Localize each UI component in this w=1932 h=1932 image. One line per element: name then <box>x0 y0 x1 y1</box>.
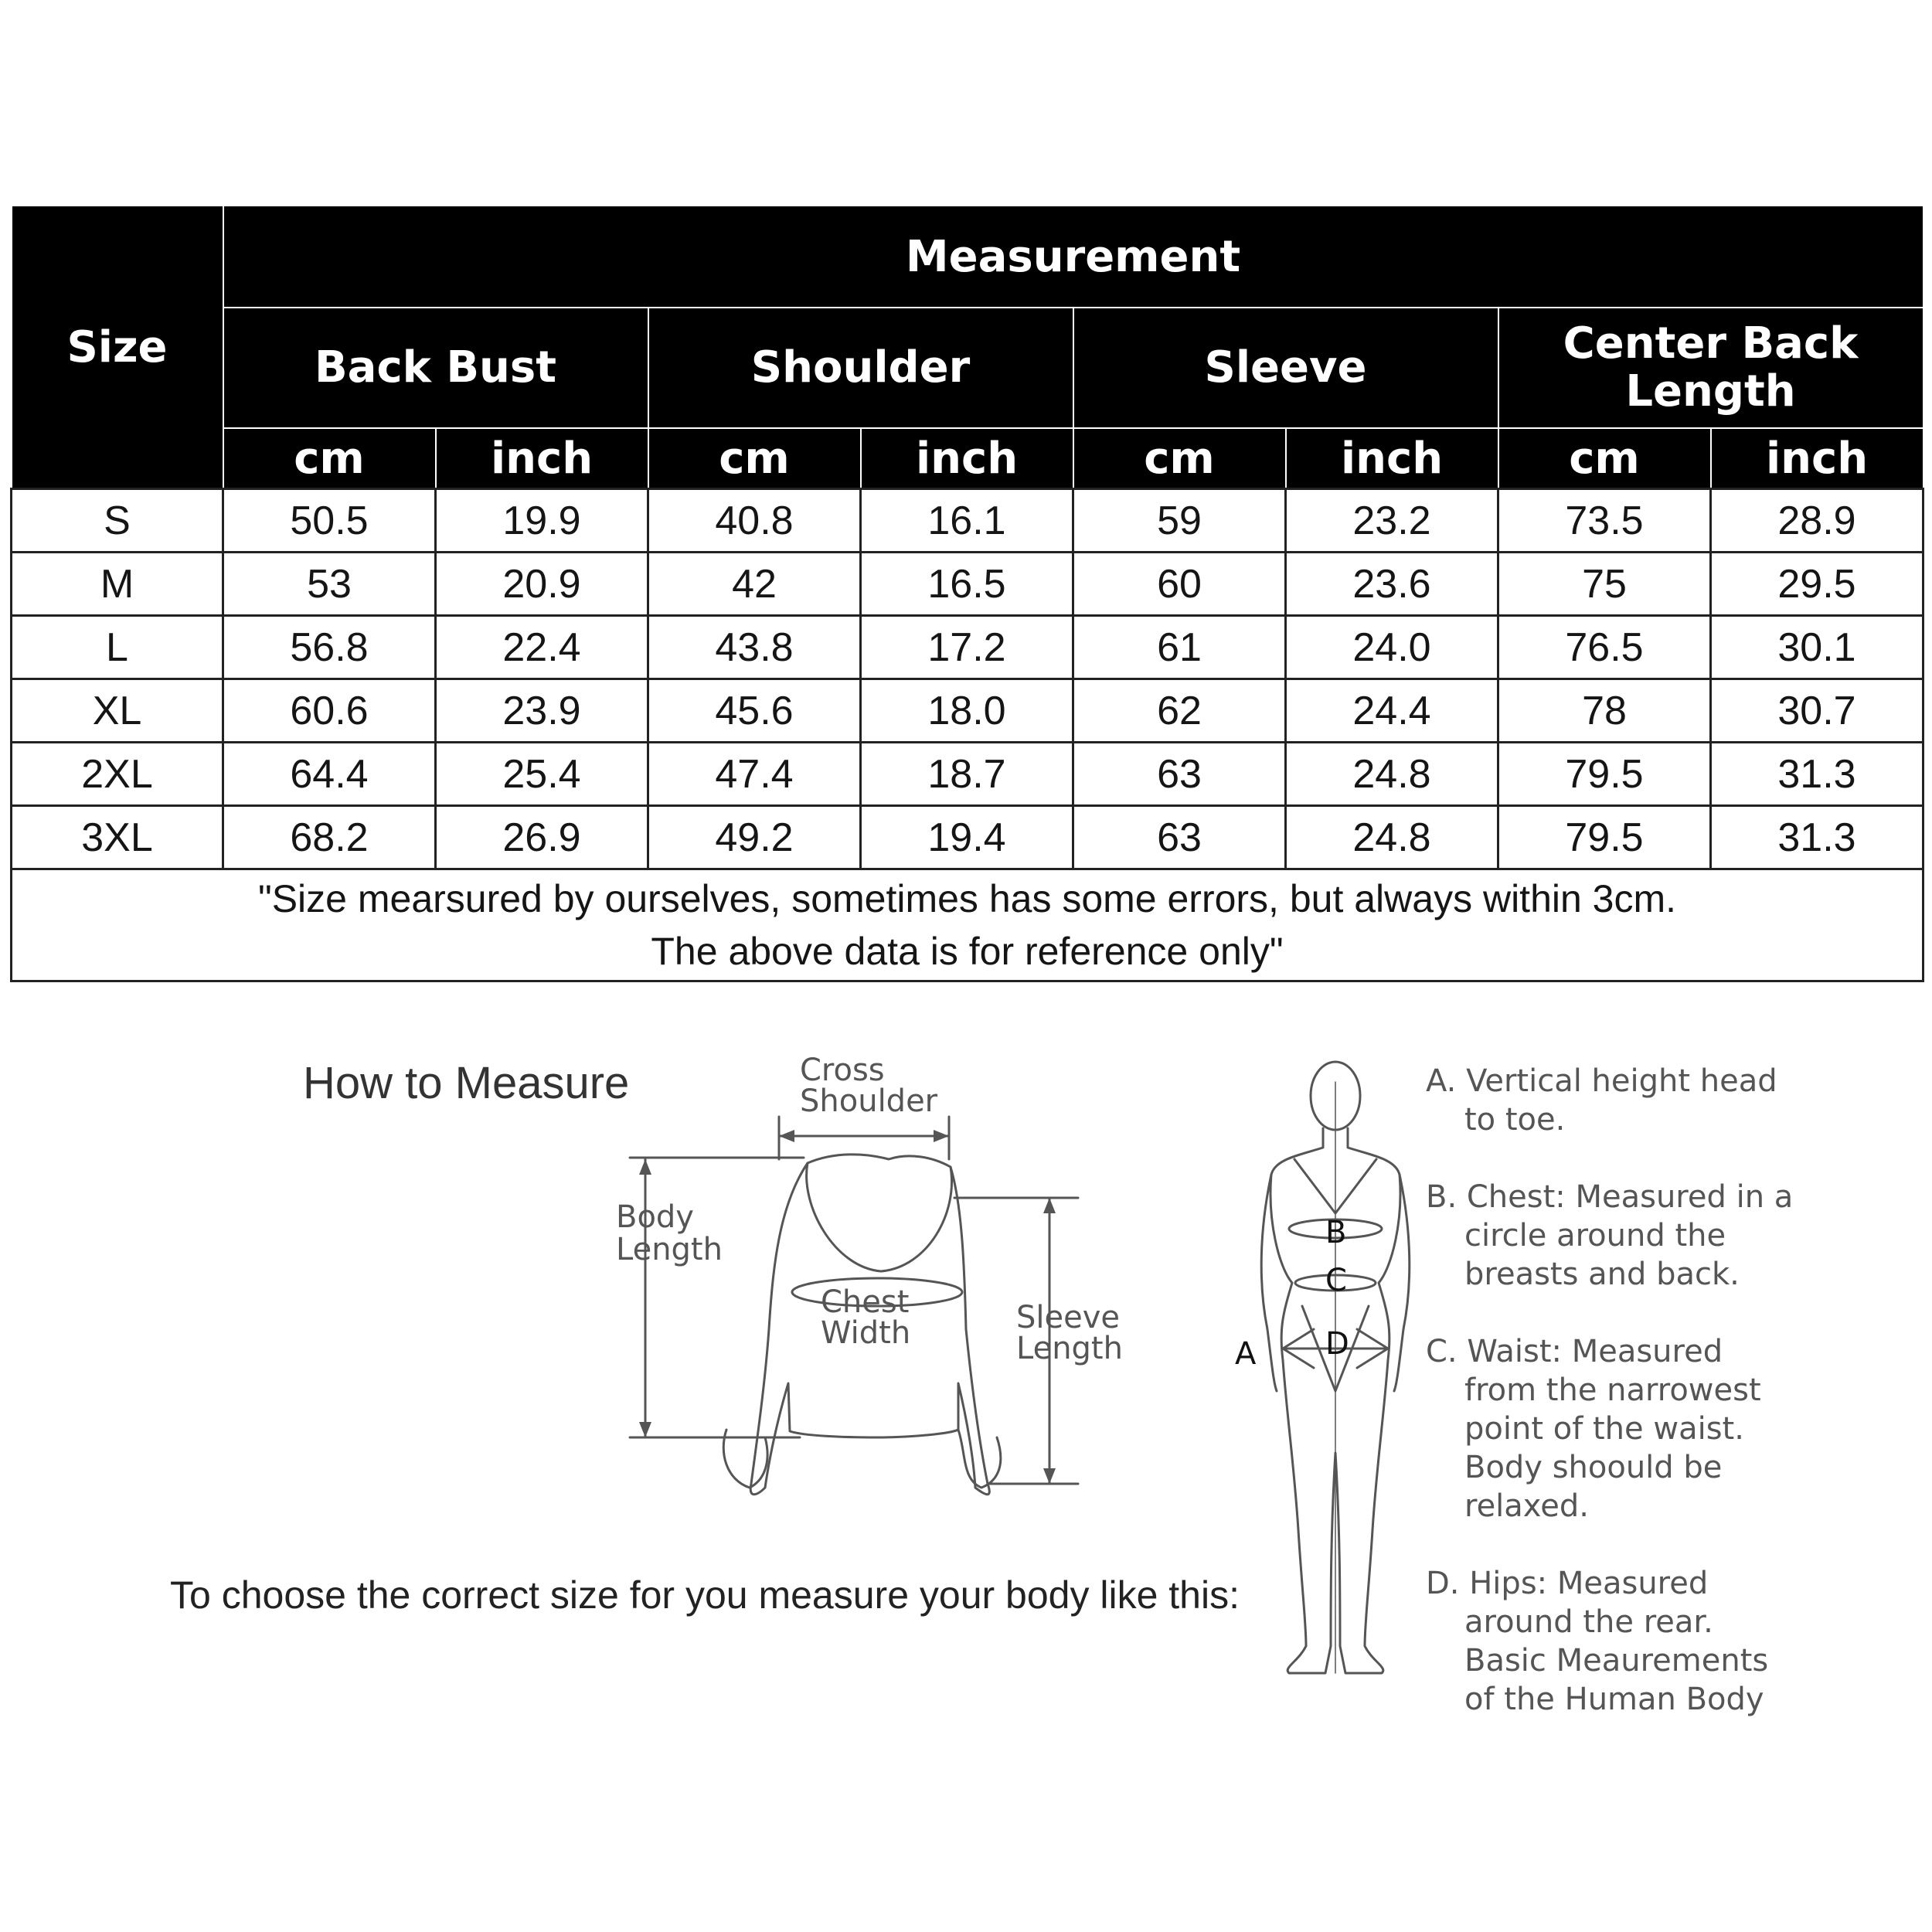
size-disclaimer-note <box>12 869 1923 981</box>
table-cell: 62 <box>1073 679 1286 743</box>
table-cell: 22.4 <box>436 616 648 679</box>
table-cell: 60 <box>1073 553 1286 616</box>
legend-line: C. Waist: Measured <box>1426 1334 1723 1369</box>
table-cell: 18.7 <box>861 743 1073 806</box>
table-cell: 28.9 <box>1711 489 1923 553</box>
table-cell: 26.9 <box>436 806 648 869</box>
legend-line: D. Hips: Measured <box>1426 1566 1709 1601</box>
note-line: "Size mearsured by ourselves, sometimes has some errors, but always within 3cm. <box>257 877 1677 920</box>
legend-line: breasts and back. <box>1464 1257 1740 1292</box>
table-cell: 18.0 <box>861 679 1073 743</box>
sweater-cuff-left <box>723 1430 767 1488</box>
table-cell: 64.4 <box>223 743 436 806</box>
table-cell: 79.5 <box>1498 743 1711 806</box>
size-cell: 2XL <box>12 743 223 806</box>
table-cell: 30.1 <box>1711 616 1923 679</box>
size-cell: S <box>12 489 223 553</box>
unit-header: cm <box>1073 428 1286 489</box>
unit-header: inch <box>1286 428 1498 489</box>
table-cell: 29.5 <box>1711 553 1923 616</box>
note-line: The above data is for reference only" <box>651 930 1284 973</box>
hips-marker <box>1283 1329 1388 1368</box>
table-cell: 53 <box>223 553 436 616</box>
table-cell: 31.3 <box>1711 806 1923 869</box>
body-length-label: Body <box>616 1199 694 1235</box>
unit-header: inch <box>1711 428 1923 489</box>
table-row <box>12 553 1923 616</box>
legend-item <box>1426 1332 1828 1526</box>
table-row <box>12 489 1923 553</box>
how-to-measure-title: How to Measure <box>303 1058 630 1108</box>
arrow-head <box>639 1422 651 1437</box>
legend-line: of the Human Body <box>1464 1682 1764 1717</box>
table-cell: 73.5 <box>1498 489 1711 553</box>
sweater-outline <box>750 1155 989 1495</box>
table-cell: 60.6 <box>223 679 436 743</box>
body-length-label: Length <box>616 1232 723 1267</box>
sweater-cuff-right <box>958 1430 1001 1488</box>
legend-line: B. Chest: Measured in a <box>1426 1179 1794 1215</box>
chest-width-ellipse <box>792 1278 962 1306</box>
sleeve-length-label: Length <box>1016 1331 1123 1366</box>
table-cell: 47.4 <box>648 743 861 806</box>
legend-item <box>1426 1564 1828 1719</box>
cross-shoulder-label: Cross <box>800 1053 885 1088</box>
table-cell: 76.5 <box>1498 616 1711 679</box>
table-cell: 20.9 <box>436 553 648 616</box>
table-cell: 24.0 <box>1286 616 1498 679</box>
table-cell: 16.5 <box>861 553 1073 616</box>
table-cell: 42 <box>648 553 861 616</box>
table-cell: 31.3 <box>1711 743 1923 806</box>
unit-header: inch <box>861 428 1073 489</box>
table-cell: 30.7 <box>1711 679 1923 743</box>
arrow-head <box>639 1159 651 1175</box>
table-cell: 61 <box>1073 616 1286 679</box>
arrow-head <box>779 1130 794 1142</box>
arrow-head <box>934 1130 949 1142</box>
group-header-shoulder: Shoulder <box>648 308 1073 428</box>
arrow-head <box>1043 1468 1056 1484</box>
table-cell: 43.8 <box>648 616 861 679</box>
marker-a: A <box>1235 1336 1257 1372</box>
group-header-back-bust: Back Bust <box>223 308 648 428</box>
table-cell: 45.6 <box>648 679 861 743</box>
measurement-legend <box>1426 1062 1828 1757</box>
table-cell: 25.4 <box>436 743 648 806</box>
size-cell: M <box>12 553 223 616</box>
table-cell: 24.8 <box>1286 743 1498 806</box>
note-row <box>12 869 1923 981</box>
measurement-header: Measurement <box>223 206 1923 308</box>
figure-body <box>1270 1128 1400 1673</box>
legend-line: A. Vertical height head <box>1426 1063 1777 1099</box>
table-cell: 50.5 <box>223 489 436 553</box>
chest-width-label: Chest <box>821 1284 910 1320</box>
chest-width-label: Width <box>821 1315 911 1351</box>
table-row <box>12 679 1923 743</box>
table-cell: 79.5 <box>1498 806 1711 869</box>
table-row <box>12 743 1923 806</box>
legend-line: to toe. <box>1464 1102 1566 1138</box>
waist-ellipse <box>1295 1275 1376 1291</box>
figure-arm-right <box>1394 1175 1410 1391</box>
table-row <box>12 616 1923 679</box>
size-cell: L <box>12 616 223 679</box>
table-cell: 23.6 <box>1286 553 1498 616</box>
table-cell: 19.9 <box>436 489 648 553</box>
size-chart-table <box>10 205 1924 982</box>
chest-ellipse <box>1289 1219 1382 1238</box>
table-cell: 63 <box>1073 743 1286 806</box>
table-cell: 40.8 <box>648 489 861 553</box>
unit-header: inch <box>436 428 648 489</box>
size-cell: XL <box>12 679 223 743</box>
group-header-center-back-length: Center Back Length <box>1498 308 1923 428</box>
table-cell: 16.1 <box>861 489 1073 553</box>
table-row <box>12 806 1923 869</box>
group-header-sleeve: Sleeve <box>1073 308 1498 428</box>
table-cell: 49.2 <box>648 806 861 869</box>
legend-line: from the narrowest <box>1464 1372 1761 1408</box>
table-cell: 23.9 <box>436 679 648 743</box>
size-header: Size <box>12 206 223 489</box>
table-cell: 75 <box>1498 553 1711 616</box>
table-cell: 78 <box>1498 679 1711 743</box>
table-cell: 59 <box>1073 489 1286 553</box>
table-cell: 63 <box>1073 806 1286 869</box>
table-cell: 24.4 <box>1286 679 1498 743</box>
legend-line: Body shoould be <box>1464 1450 1723 1485</box>
arrow-head <box>1043 1198 1056 1213</box>
unit-header: cm <box>223 428 436 489</box>
figure-torso-lines <box>1294 1159 1376 1391</box>
marker-d: D <box>1325 1326 1349 1362</box>
measure-instruction: To choose the correct size for you measure your body like this: <box>170 1573 1240 1617</box>
figure-head <box>1311 1062 1360 1130</box>
legend-line: relaxed. <box>1464 1488 1589 1524</box>
unit-header: cm <box>648 428 861 489</box>
table-cell: 68.2 <box>223 806 436 869</box>
legend-line: circle around the <box>1464 1218 1726 1253</box>
legend-item <box>1426 1178 1828 1294</box>
figure-arm-left <box>1261 1175 1277 1391</box>
legend-item <box>1426 1062 1828 1139</box>
legend-line: around the rear. <box>1464 1604 1713 1640</box>
legend-line: point of the waist. <box>1464 1411 1744 1447</box>
size-cell: 3XL <box>12 806 223 869</box>
sleeve-length-label: Sleeve <box>1016 1300 1121 1335</box>
table-cell: 17.2 <box>861 616 1073 679</box>
table-cell: 24.8 <box>1286 806 1498 869</box>
unit-header: cm <box>1498 428 1711 489</box>
table-cell: 56.8 <box>223 616 436 679</box>
table-cell: 23.2 <box>1286 489 1498 553</box>
marker-c: C <box>1325 1263 1347 1298</box>
marker-b: B <box>1325 1215 1347 1250</box>
legend-line: Basic Meaurements <box>1464 1643 1769 1679</box>
table-cell: 19.4 <box>861 806 1073 869</box>
cross-shoulder-label: Shoulder <box>800 1083 938 1119</box>
sweater-collar <box>807 1163 952 1271</box>
